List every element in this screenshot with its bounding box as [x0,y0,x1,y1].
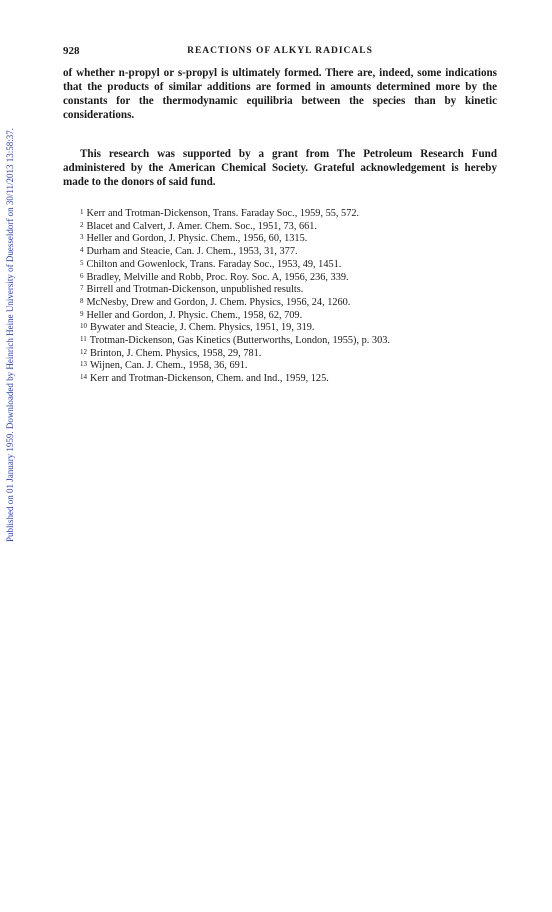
reference-item [80,321,500,334]
reference-item [80,232,500,245]
reference-text: Wijnen, Can. J. Chem., 1958, 36, 691. [90,360,248,372]
reference-item [80,207,500,220]
reference-number: 13 [80,360,87,369]
reference-text: Kerr and Trotman-Dickenson, Chem. and Ind., 1959, 125. [90,373,329,385]
reference-number: 10 [80,322,87,331]
reference-text: Brinton, J. Chem. Physics, 1958, 29, 781. [90,347,262,359]
reference-number: 3 [80,233,84,242]
reference-text: Heller and Gordon, J. Physic. Chem., 1958, 62, 709. [86,309,303,321]
reference-number: 1 [80,208,84,216]
reference-number: 14 [80,373,87,382]
reference-item [80,220,500,233]
reference-item [80,296,500,309]
page-header [63,45,497,59]
body-paragraph-conclusion: of whether n-propyl or s-propyl is ultimately formed. There are, indeed, some indications that the products of similar additions are formed in amounts determined more by the constants for the thermodynamic equilibria between the species than by kinetic considerations. [63,67,497,121]
reference-item [80,359,500,372]
reference-text: McNesby, Drew and Gordon, J. Chem. Physics, 1956, 24, 1260. [86,296,351,308]
reference-number: 5 [80,258,84,267]
reference-number: 9 [80,309,84,318]
reference-number: 6 [80,271,84,280]
reference-item [80,334,500,347]
reference-item [80,347,500,360]
reference-number: 4 [80,246,84,255]
acknowledgement-paragraph: This research was supported by a grant from The Petroleum Research Fund administered by the American Chemical Society. Grateful acknowledgement is hereby made to the donors of said fund. [63,148,497,188]
running-head: REACTIONS OF ALKYL RADICALS [187,46,373,56]
reference-text: Heller and Gordon, J. Physic. Chem., 1956, 60, 1315. [86,233,308,245]
reference-text: Durham and Steacie, Can. J. Chem., 1953, 31, 377. [86,246,298,258]
reference-item [80,372,500,385]
reference-number: 12 [80,347,87,356]
reference-list [80,207,500,385]
reference-text: Bywater and Steacie, J. Chem. Physics, 1951, 19, 319. [90,322,315,334]
reference-text: Blacet and Calvert, J. Amer. Chem. Soc., 1951, 73, 661. [86,220,318,232]
reference-item [80,258,500,271]
reference-text: Chilton and Gowenlock, Trans. Faraday Soc., 1953, 49, 1451. [86,258,342,270]
reference-number: 11 [80,335,87,344]
reference-item [80,245,500,258]
reference-item [80,271,500,284]
download-notice [2,80,18,590]
reference-item [80,283,500,296]
reference-item [80,309,500,322]
reference-number: 2 [80,220,84,229]
download-notice-text: Published on 01 January 1959. Downloaded by Heinrich Heine University of Duesseldorf on 30/11/2013 13:58:37. [5,127,16,543]
page-number: 928 [63,45,80,57]
reference-text: Kerr and Trotman-Dickenson, Trans. Faraday Soc., 1959, 55, 572. [86,208,360,219]
reference-number: 8 [80,296,84,305]
reference-text: Trotman-Dickenson, Gas Kinetics (Butterworths, London, 1955), p. 303. [89,335,390,347]
reference-number: 7 [80,284,84,293]
reference-text: Bradley, Melville and Robb, Proc. Roy. Soc. A, 1956, 236, 339. [86,271,349,283]
reference-text: Birrell and Trotman-Dickenson, unpublished results. [86,284,304,296]
